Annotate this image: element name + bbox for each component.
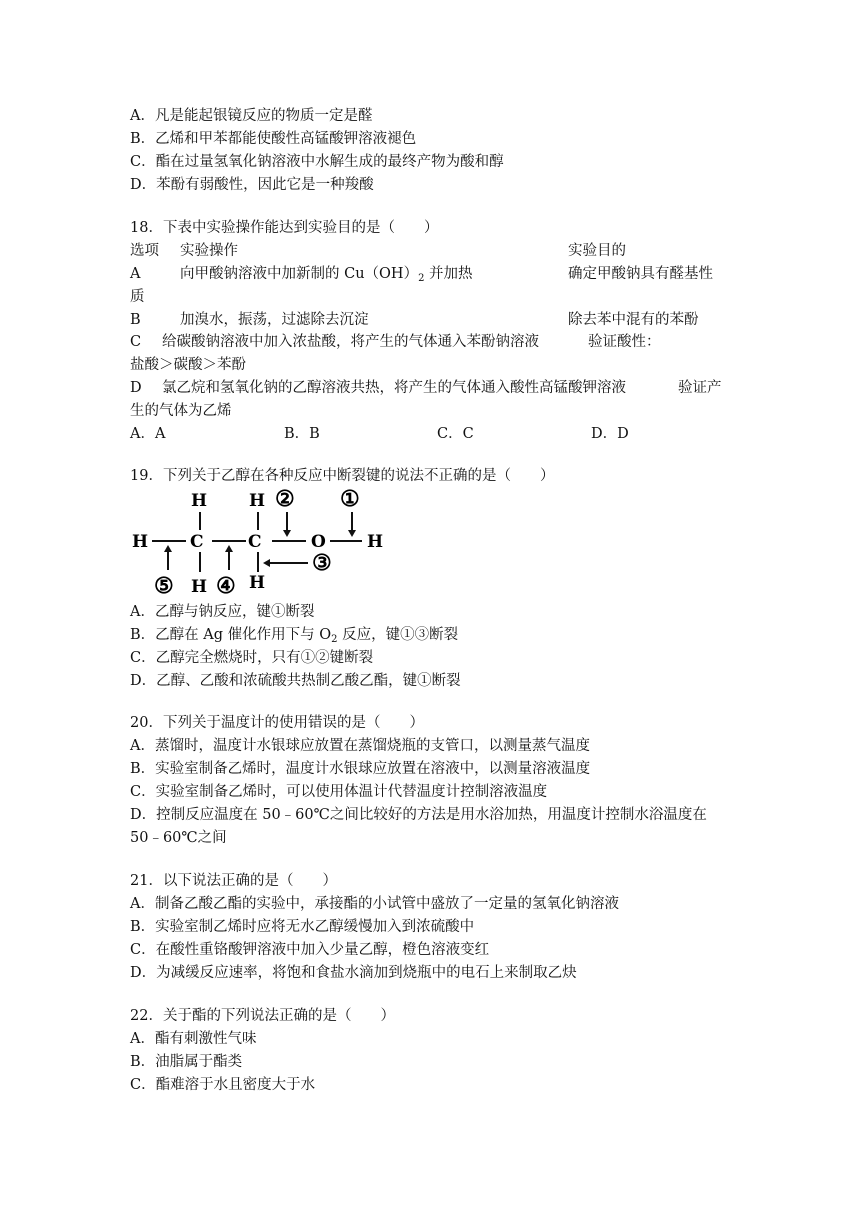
bond-marker-1: ① bbox=[340, 486, 360, 512]
q18-choice-b: B．B bbox=[284, 426, 320, 442]
q18-row-b-label: B bbox=[130, 312, 141, 328]
atom-c2: C bbox=[248, 532, 262, 552]
q22-option-a: A．酯有刺激性气味 bbox=[130, 1031, 257, 1047]
atom-h-c1-top: H bbox=[191, 491, 208, 511]
q22-option-c: C．酯难溶于水且密度大于水 bbox=[130, 1077, 316, 1093]
q20-option-c: C．实验室制备乙烯时，可以使用体温计代替温度计控制溶液温度 bbox=[130, 784, 548, 800]
atom-h-c1-bottom: H bbox=[191, 577, 208, 597]
q18-stem: 18．下表中实验操作能达到实验目的是（ ） bbox=[130, 220, 439, 236]
q18-row-d-label: D bbox=[130, 380, 142, 396]
q18-row-c-label: C bbox=[130, 334, 142, 350]
q19-stem: 19．下列关于乙醇在各种反应中断裂键的说法不正确的是（ ） bbox=[130, 468, 555, 484]
q20-option-a: A．蒸馏时，温度计水银球应放置在蒸馏烧瓶的支管口，以测量蒸气温度 bbox=[130, 738, 590, 754]
atom-h-left: H bbox=[132, 532, 149, 552]
q21-option-c: C．在酸性重铬酸钾溶液中加入少量乙醇，橙色溶液变红 bbox=[130, 942, 490, 958]
bond-marker-5: ⑤ bbox=[154, 573, 174, 598]
bond-marker-3: ③ bbox=[312, 550, 332, 576]
q19-option-d: D．乙醇、乙酸和浓硫酸共热制乙酸乙酯，键①断裂 bbox=[130, 673, 461, 689]
q18-row-b-purpose: 除去苯中混有的苯酚 bbox=[568, 312, 699, 328]
q20-option-d-wrap: 50﹣60℃之间 bbox=[130, 830, 227, 846]
q18-row-d-wrap: 生的气体为乙烯 bbox=[130, 403, 232, 419]
q18-row-b-operation: 加溴水，振荡，过滤除去沉淀 bbox=[180, 312, 369, 328]
bond-marker-2: ② bbox=[275, 486, 295, 512]
q17-option-b: B．乙烯和甲苯都能使酸性高锰酸钾溶液褪色 bbox=[130, 131, 417, 147]
q18-row-a-purpose: 确定甲酸钠具有醛基性 bbox=[568, 266, 713, 282]
q18-header-option: 选项 bbox=[130, 243, 159, 259]
bond-marker-4: ④ bbox=[216, 573, 236, 598]
q19-option-b: B．乙醇在 Ag 催化作用下与 $O_2$ 反应，键①③断裂 bbox=[130, 627, 459, 645]
ethanol-bond-diagram bbox=[130, 486, 420, 598]
q19-option-a: A．乙醇与钠反应，键①断裂 bbox=[130, 604, 315, 620]
q20-stem: 20．下列关于温度计的使用错误的是（ ） bbox=[130, 715, 424, 731]
q20-option-b: B．实验室制备乙烯时，温度计水银球应放置在溶液中，以测量溶液温度 bbox=[130, 761, 591, 777]
q18-header-operation: 实验操作 bbox=[180, 243, 238, 259]
q18-row-c-purpose: 验证酸性： bbox=[588, 334, 661, 350]
atom-o: O bbox=[311, 532, 326, 552]
q19-option-c: C．乙醇完全燃烧时，只有①②键断裂 bbox=[130, 650, 374, 666]
q18-choice-d: D．D bbox=[591, 426, 629, 442]
q21-stem: 21．以下说法正确的是（ ） bbox=[130, 873, 337, 889]
q22-option-b: B．油脂属于酯类 bbox=[130, 1054, 243, 1070]
atom-h-c2-bottom: H bbox=[249, 573, 266, 593]
q18-row-d-operation: 氯乙烷和氢氧化钠的乙醇溶液共热，将产生的气体通入酸性高锰酸钾溶液 bbox=[162, 380, 626, 396]
q17-option-a: A．凡是能起银镜反应的物质一定是醛 bbox=[130, 108, 373, 124]
q17-option-c: C．酯在过量氢氧化钠溶液中水解生成的最终产物为酸和醇 bbox=[130, 154, 504, 170]
q18-choice-c: C．C bbox=[437, 426, 474, 442]
q20-option-d: D．控制反应温度在 50﹣60℃之间比较好的方法是用水浴加热，用温度计控制水浴温度在 bbox=[130, 807, 707, 823]
atom-c1: C bbox=[190, 532, 204, 552]
q22-stem: 22．关于酯的下列说法正确的是（ ） bbox=[130, 1008, 395, 1024]
atom-h-right: H bbox=[367, 532, 384, 552]
q18-row-c-wrap: 盐酸＞碳酸＞苯酚 bbox=[130, 357, 246, 373]
q18-row-d-purpose: 验证产 bbox=[678, 380, 722, 396]
q18-choice-a: A．A bbox=[130, 426, 166, 442]
q21-option-d: D．为减缓反应速率，将饱和食盐水滴加到烧瓶中的电石上来制取乙炔 bbox=[130, 965, 577, 981]
q18-row-a-operation: 向甲酸钠溶液中加新制的 $Cu(OH)_2$ 并加热 bbox=[180, 266, 473, 284]
q18-row-a-wrap: 质 bbox=[130, 289, 145, 305]
q18-row-c-operation: 给碳酸钠溶液中加入浓盐酸，将产生的气体通入苯酚钠溶液 bbox=[162, 334, 539, 350]
atom-h-c2-top: H bbox=[249, 491, 266, 511]
q18-header-purpose: 实验目的 bbox=[568, 243, 626, 259]
q17-option-d: D．苯酚有弱酸性，因此它是一种羧酸 bbox=[130, 177, 374, 193]
q21-option-b: B．实验室制乙烯时应将无水乙醇缓慢加入到浓硫酸中 bbox=[130, 919, 475, 935]
q21-option-a: A．制备乙酸乙酯的实验中，承接酯的小试管中盛放了一定量的氢氧化钠溶液 bbox=[130, 896, 619, 912]
q18-row-a-label: A bbox=[130, 266, 141, 282]
